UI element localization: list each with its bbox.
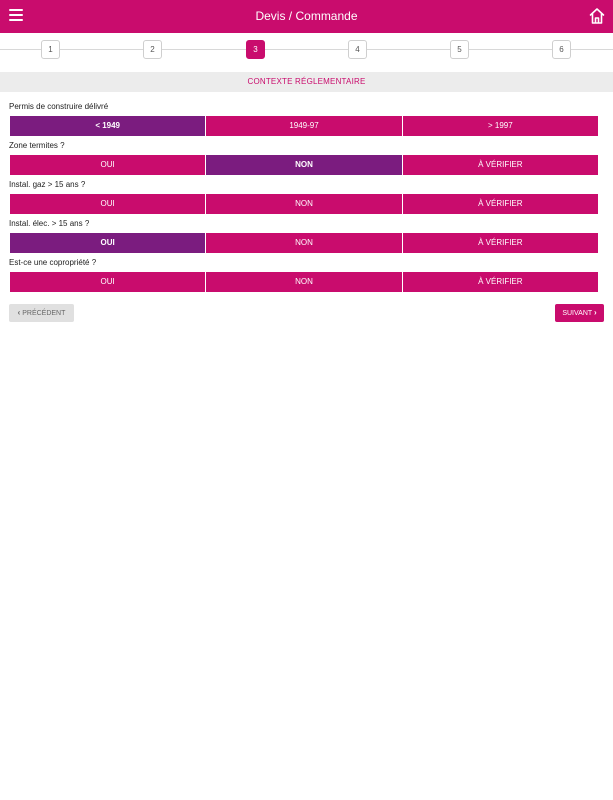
section-title: CONTEXTE RÉGLEMENTAIRE (0, 72, 613, 92)
question-permis-label: Permis de construire délivré (9, 102, 109, 111)
option-copro-non[interactable]: NON (206, 272, 401, 292)
option-gaz-non[interactable]: NON (206, 194, 401, 214)
page-title: Devis / Commande (255, 9, 358, 23)
step-3[interactable]: 3 (246, 40, 265, 59)
next-button-label: SUIVANT (562, 310, 593, 317)
next-button[interactable] (555, 304, 604, 322)
question-termites-label: Zone termites ? (9, 141, 65, 150)
option-termites-oui[interactable]: OUI (10, 155, 205, 175)
option-after-1997[interactable]: > 1997 (403, 116, 598, 136)
option-1949-97[interactable]: 1949-97 (206, 116, 401, 136)
option-copro-oui[interactable]: OUI (10, 272, 205, 292)
question-copro-label: Est-ce une copropriété ? (9, 258, 97, 267)
step-5[interactable]: 5 (450, 40, 469, 59)
question-copro-options (10, 272, 598, 292)
question-gaz-label: Instal. gaz > 15 ans ? (9, 180, 86, 189)
option-before-1949[interactable]: < 1949 (10, 116, 205, 136)
question-elec-label: Instal. élec. > 15 ans ? (9, 219, 90, 228)
step-4[interactable]: 4 (348, 40, 367, 59)
option-elec-non[interactable]: NON (206, 233, 401, 253)
step-indicator (0, 33, 613, 67)
step-1[interactable]: 1 (41, 40, 60, 59)
question-termites-options (10, 155, 598, 175)
stepper-line (0, 49, 613, 50)
app-header (0, 0, 613, 33)
option-termites-non[interactable]: NON (206, 155, 401, 175)
option-termites-a-verifier[interactable]: À VÉRIFIER (403, 155, 598, 175)
previous-button-label: PRÉCÉDENT (22, 310, 66, 317)
option-gaz-oui[interactable]: OUI (10, 194, 205, 214)
step-2[interactable]: 2 (143, 40, 162, 59)
option-elec-oui[interactable]: OUI (10, 233, 205, 253)
option-elec-a-verifier[interactable]: À VÉRIFIER (403, 233, 598, 253)
option-copro-a-verifier[interactable]: À VÉRIFIER (403, 272, 598, 292)
chevron-right-icon: › (593, 308, 597, 317)
option-gaz-a-verifier[interactable]: À VÉRIFIER (403, 194, 598, 214)
question-permis-options (10, 116, 598, 136)
chevron-left-icon: ‹ (17, 308, 21, 317)
home-icon[interactable] (589, 7, 605, 25)
previous-button[interactable] (9, 304, 74, 322)
question-gaz-options (10, 194, 598, 214)
step-6[interactable]: 6 (552, 40, 571, 59)
question-elec-options (10, 233, 598, 253)
